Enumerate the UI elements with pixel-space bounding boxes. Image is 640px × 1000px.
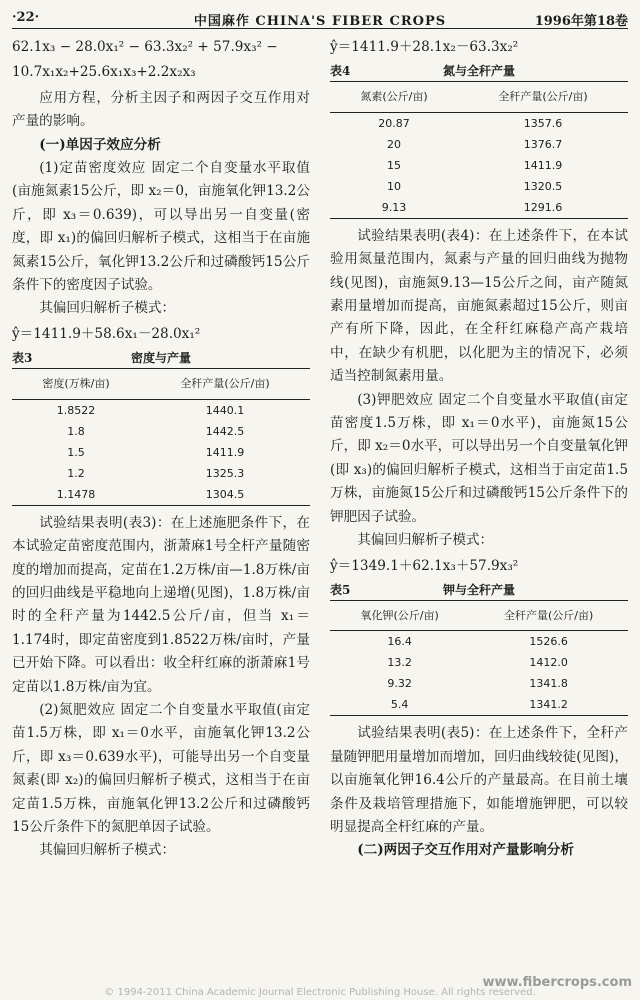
table-cell: 1411.9 <box>205 445 245 459</box>
table4-title: 氮与全秆产量 <box>442 64 515 79</box>
paragraph-apply: 应用方程，分析主因子和两因子交互作用对产量的影响。 <box>12 89 310 130</box>
watermark: www.fibercrops.com <box>482 975 632 990</box>
table-cell: 1320.5 <box>523 179 563 193</box>
table5-number: 表5 <box>330 582 351 597</box>
equation-continuation-1: 62.1x₃ − 28.0x₁² − 63.3x₂² + 57.9x₃² − <box>12 39 278 55</box>
table-cell: 1.5 <box>67 445 85 459</box>
table-row <box>330 112 628 134</box>
table-cell: 1325.3 <box>205 466 245 480</box>
table-cell: 1442.5 <box>205 424 245 438</box>
table5-header-yield: 全秆产量(公斤/亩) <box>469 600 628 630</box>
table3-header-yield: 全秆产量(公斤/亩) <box>140 369 310 399</box>
table-cell: 1526.6 <box>529 635 568 649</box>
paragraph-potash-effect: (3)钾肥效应 固定二个自变量水平取值(亩定苗密度1.5万株，即 x₁＝0水平)，亩施氮15公斤，即 x₂＝0水平，可以导出另一个自变量氧化钾(即 x₃)的偏回归解析子模式，这相当于亩定苗1.5万株，亩施氮15公斤和过磷酸钙15公斤条件下的钾肥因子试验。 <box>330 391 628 525</box>
table-cell: 1341.8 <box>529 677 568 691</box>
page-header <box>12 8 628 29</box>
table3-header-density: 密度(万株/亩) <box>12 369 140 399</box>
table-cell: 1.1478 <box>12 484 140 506</box>
table-cell: 5.4 <box>330 694 469 716</box>
table4-header-nitrogen: 氮素(公斤/亩) <box>330 82 458 112</box>
table4-number: 表4 <box>330 64 351 79</box>
table-row <box>12 442 310 463</box>
table-cell: 10 <box>387 179 402 193</box>
paragraph-result-table4: 试验结果表明(表4)：在上述条件下，在本试验用氮量范围内，氮素与产量的回归曲线为抛物线(见图)，亩施氮9.13—15公斤之间，亩产随氮素用量增加而提高，亩施氮素超过15公斤，则亩产有所下降，因此，在全秆红麻稳产高产栽培中，在缺少有机肥，以化肥为主的情况下，必须适当控制氮素用量。 <box>330 227 628 385</box>
table-cell: 1412.0 <box>529 656 568 670</box>
table-cell: 9.32 <box>387 677 412 691</box>
table-row <box>12 463 310 484</box>
left-column <box>12 34 310 863</box>
table-row <box>330 694 628 716</box>
table3-number: 表3 <box>12 351 33 366</box>
right-column <box>330 34 628 863</box>
paragraph-result-table3: 试验结果表明(表3)：在上述施肥条件下，在本试验定苗密度范围内，浙萧麻1号全杆产量随密度的增加而提高，定苗在1.2万株/亩—1.8万株/亩的回归曲线是平稳地向上递增(见图)，1.8万株/亩时的全秆产量为1442.5公斤/亩，但当 x₁＝1.174时，即定苗密度到1.8522万株/亩时，产量已开始下降。可以看出：收全秆红麻的浙萧麻1号定苗以1.8万株/亩为宜。 <box>12 514 310 695</box>
equation-density: ŷ＝1411.9＋58.6x₁－28.0x₁² <box>12 325 201 342</box>
table-row <box>330 134 628 155</box>
table-cell: 1304.5 <box>140 484 310 506</box>
table-cell: 1411.9 <box>523 158 563 172</box>
table3-title: 密度与产量 <box>130 351 191 366</box>
paragraph-model-intro-2: 其偏回归解析子模式： <box>39 842 176 859</box>
copyright-footer: © 1994-2011 China Academic Journal Electronic Publishing House. All rights reserved. <box>104 987 536 998</box>
table-cell: 1291.6 <box>458 197 628 219</box>
table-row <box>330 176 628 197</box>
equation-continuation-2: 10.7x₁x₂+25.6x₁x₃+2.2x₂x₃ <box>12 64 196 81</box>
paragraph-result-table5: 试验结果表明(表5)：在上述条件下，全秆产量随钾肥用量增加而增加，回归曲线较徒(见图)，以亩施氧化钾16.4公斤的产量最高。在目前土壤条件及栽培管理措施下，如能增施钾肥，可以较明显提高全杆红麻的产量。 <box>330 725 628 835</box>
table-row <box>330 155 628 176</box>
table-cell: 1.2 <box>67 466 85 480</box>
page-number: ·22· <box>12 10 40 25</box>
journal-title: 中国麻作 CHINA'S FIBER CROPS <box>193 14 447 29</box>
table4-caption <box>330 61 628 81</box>
table-row <box>330 197 628 219</box>
table5-title: 钾与全秆产量 <box>442 582 515 597</box>
section-heading-two-factor: (二)两因子交互作用对产量影响分析 <box>357 842 574 859</box>
paragraph-model-intro-1: 其偏回归解析子模式： <box>39 300 176 317</box>
table-row <box>330 652 628 673</box>
issue-info: 1996年第18卷 <box>534 14 628 29</box>
table-cell: 13.2 <box>387 656 412 670</box>
equation-nitrogen: ŷ＝1411.9＋28.1x₂－63.3x₂² <box>330 39 519 55</box>
table-cell: 1341.2 <box>469 694 628 716</box>
table3 <box>12 368 310 505</box>
table-cell: 1357.6 <box>523 116 563 130</box>
table-row <box>12 484 310 506</box>
table5-header-potash: 氧化钾(公斤/亩) <box>330 600 469 630</box>
table-row <box>330 631 628 653</box>
equation-potash: ŷ＝1349.1＋62.1x₃＋57.9x₃² <box>330 557 519 574</box>
table-row <box>12 399 310 421</box>
paragraph-density-effect: (1)定苗密度效应 固定二个自变量水平取值(亩施氮素15公斤，即 x₂＝0，亩施氧化钾13.2公斤，即 x₃＝0.639)，可以导出另一自变量(密度，即 x₁)的偏回归解析子模式，这相当于在亩施氮素15公斤，氧化钾13.2公斤和过磷酸钙15公斤条件下的密度因子试验。 <box>12 160 310 294</box>
paragraph-nitrogen-effect: (2)氮肥效应 固定二个自变量水平取值(亩定苗1.5万株，即 x₁＝0水平，亩施氧化钾13.2公斤，即 x₃＝0.639水平)，可能导出另一个自变量氮素(即 x₂)的偏回归解析子模式，这相当于在亩定苗1.5万株，亩施氧化钾13.2公斤和过磷酸钙15公斤条件下的氮肥单因子试验。 <box>12 701 310 835</box>
paragraph-model-intro-3: 其偏回归解析子模式： <box>357 532 494 549</box>
table-cell: 15 <box>387 158 402 172</box>
table4 <box>330 81 628 218</box>
table-cell: 1376.7 <box>523 137 563 151</box>
table3-caption <box>12 348 310 368</box>
table-row <box>330 673 628 694</box>
table-cell: 1440.1 <box>205 403 245 417</box>
table-row <box>12 421 310 442</box>
table-cell: 9.13 <box>330 197 458 219</box>
table-cell: 16.4 <box>387 635 412 649</box>
table5-caption <box>330 580 628 600</box>
table4-header-yield: 全秆产量(公斤/亩) <box>458 82 628 112</box>
table-cell: 1.8522 <box>56 403 96 417</box>
section-heading-single-factor: (一)单因子效应分析 <box>39 136 161 153</box>
table-cell: 20 <box>387 137 402 151</box>
table-cell: 20.87 <box>378 116 410 130</box>
table-cell: 1.8 <box>67 424 85 438</box>
table5 <box>330 600 628 716</box>
